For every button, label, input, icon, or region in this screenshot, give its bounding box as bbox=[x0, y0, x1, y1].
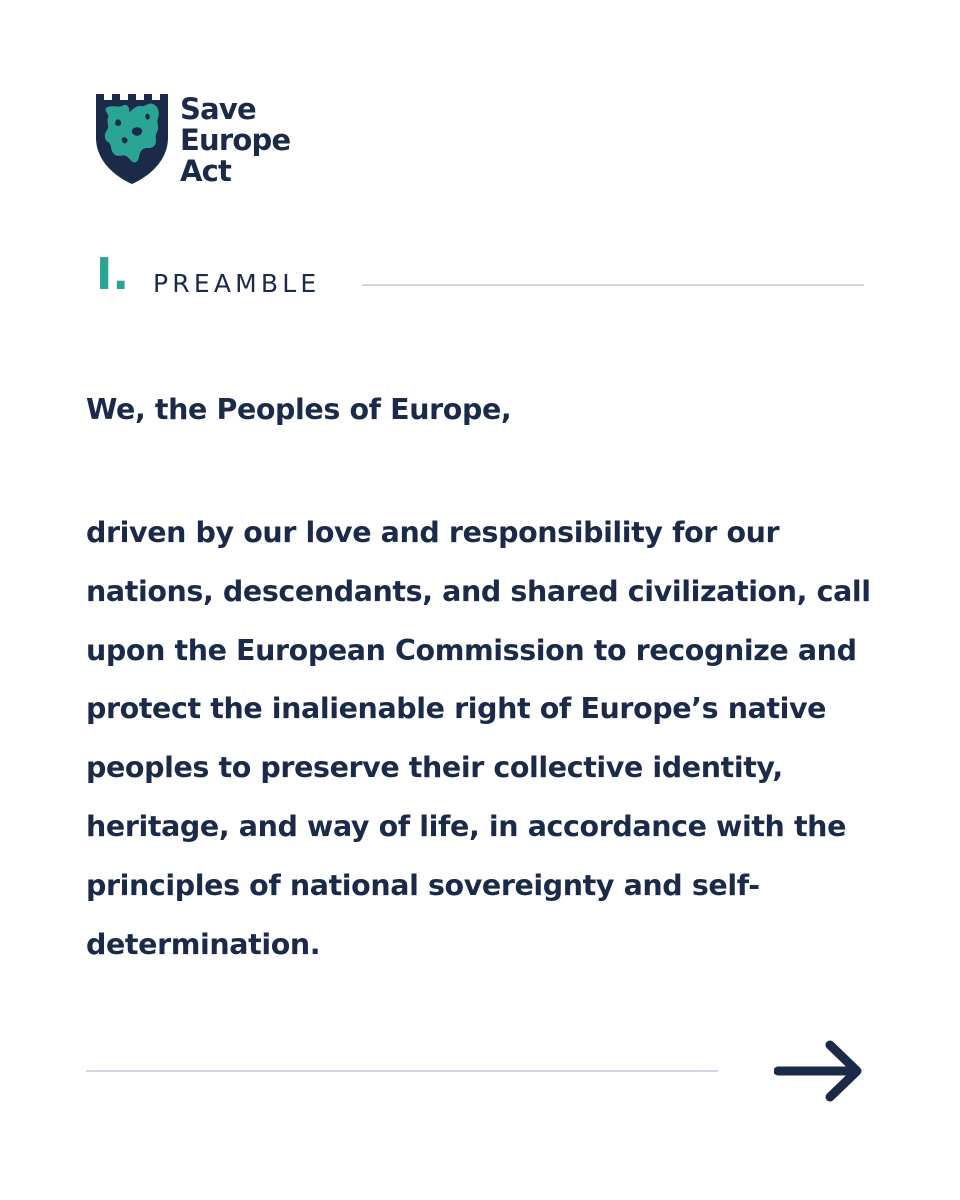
brand-line-1: Save bbox=[180, 92, 256, 126]
brand-logo bbox=[96, 94, 290, 187]
brand-wordmark bbox=[180, 94, 290, 187]
section-numeral: I. bbox=[96, 249, 130, 300]
shield-europe-map-icon bbox=[96, 94, 168, 186]
brand-line-3: Act bbox=[180, 154, 232, 188]
section-header bbox=[96, 249, 864, 300]
footer-divider bbox=[86, 1070, 718, 1072]
preamble-body: driven by our love and responsibility for our nations, descendants, and shared civilization, call upon the European Commission to recognize and protect the inalienable right of Europe’s native peoples to preserve their collective identity, heritage, and way of life, in accordance with the principles of national sovereignty and self-determination. bbox=[86, 516, 871, 961]
section-title: PREAMBLE bbox=[153, 269, 321, 298]
preamble-salutation: We, the Peoples of Europe, bbox=[86, 393, 512, 426]
arrow-right-icon[interactable] bbox=[774, 1039, 864, 1103]
section-divider bbox=[362, 284, 864, 286]
brand-line-2: Europe bbox=[180, 123, 291, 157]
